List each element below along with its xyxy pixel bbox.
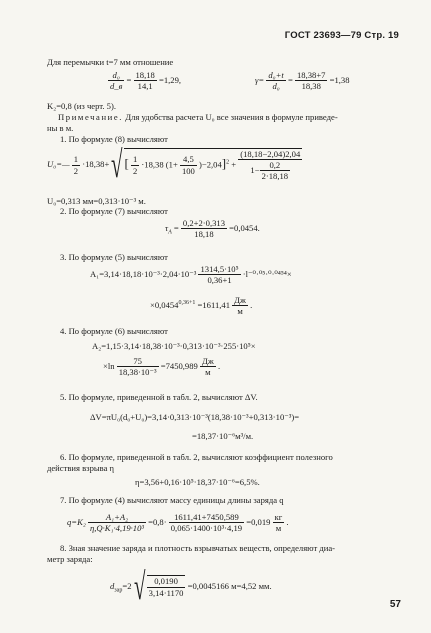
sqrt-contents: [ $\frac{1}{2}$ ·18,38 (1+ $\frac{4,5}{100}$ )−2,04]$^2$ + (18,18−2,04)2,04 1− $\frac{0,2}{2\cdot 18,18}$ [124, 148, 301, 182]
a2-line-2: ×ln $\frac{75}{\text{18,38·10⁻³}}$ =7450,989 $\frac{Дж}{м}$ . [103, 356, 221, 378]
a1-unit: $\frac{Дж}{м}$ [234, 295, 246, 317]
inner-percent: $\frac{4,5}{100}$ [181, 154, 195, 176]
section-6-title-1: 6. По формуле, приведенной в табл. 2, вычисляют коэффициент полезного [60, 452, 333, 462]
section-7-title: 7. По формуле (4) вычисляют массу единицы длины заряда q [60, 495, 284, 505]
q-symbolic-frac: $\frac{\text{A₁+A₂}}{\text{η,Q·K₁·4,19·10³}}$ [89, 512, 144, 534]
section-2-title: 2. По формуле (7) вычисляют [60, 206, 168, 216]
q-formula: q=K₂ $\frac{\text{A₁+A₂}}{\text{η,Q·K₁·4,19·10³}}$ =0,8· $\frac{1611,41+7450,589}{\text{0,065·1400·10³·4,19}}$ =0,019 $\frac{кг}{м}$ . [67, 512, 289, 534]
a2-frac: $\frac{75}{\text{18,38·10⁻³}}$ [118, 356, 157, 378]
ratio-d0-db: $\frac{\text{d₀}}{d\_в}$ [110, 70, 123, 92]
a1-line-2: $\times 0,0454^{0,36+1} =1611,41$ $\frac{Дж}{м}$ . [150, 295, 253, 317]
big-fraction: (18,18−2,04)2,04 1− $\frac{0,2}{2\cdot 18,18}$ [240, 148, 301, 182]
gamma-symbolic-frac: $\frac{\text{d₀+t}}{\text{d₀}}$ [268, 70, 284, 92]
sqrt-contents-2 [147, 575, 186, 598]
inner-den-frac: $\frac{0,2}{2\cdot 18,18}$ [261, 159, 289, 182]
section-4-title: 4. По формуле (6) вычисляют [60, 326, 168, 336]
ratio-values: $\frac{18,18}{14,1}$ [135, 70, 155, 92]
dv-line-2: =18,37·10⁻⁶м³/м. [192, 431, 254, 441]
big-fraction-den: 1− $\frac{0,2}{2\cdot 18,18}$ [250, 159, 289, 182]
gamma-formula: γ= $\frac{\text{d₀+t}}{\text{d₀}}$ = $\frac{18,38+7}{18,38}$ =1,38 [255, 70, 350, 92]
tau-frac: $\frac{0,2+2\cdot 0,313}{18,18}$ [182, 218, 226, 240]
dv-line-1: ΔV=πU₀(d₀+U₀)=3,14·0,313·10⁻³(18,38·10⁻³+0,313·10⁻³)= [90, 412, 300, 422]
a1-frac: $\frac{\text{1314,5·10⁵}}{0,36+1}$ [200, 264, 239, 286]
section-6-title-2: действия взрыва η [47, 463, 115, 473]
a2-line-1: A₂=1,15·3,14·18,38·10⁻³·0,313·10⁻³·255·10⁵× [92, 341, 256, 351]
section-1-title: 1. По формуле (8) вычисляют [60, 134, 168, 144]
note-line-1: Примечание. Для удобства расчета U₀ все значения в формуле приведе- [58, 112, 338, 122]
a2-unit: $\frac{Дж}{м}$ [201, 356, 214, 378]
page-header: ГОСТ 23693—79 Стр. 19 [284, 30, 399, 41]
page-number: 57 [389, 599, 401, 610]
sqrt-sign: √ [111, 144, 123, 186]
sqrt-sign-2: √ [133, 566, 146, 608]
ratio-formula-1: $\frac{\text{d₀}}{d\_в}$ = $\frac{18,18}{14,1}$ =1,29, [110, 70, 182, 92]
q-unit: $\frac{кг}{м}$ [274, 512, 283, 534]
note-line-2: ны в м. [47, 123, 74, 133]
u0-half: $\frac{1}{2}$ [73, 154, 79, 176]
u0-formula: U₀=— $\frac{1}{2}$ ·18,38+ √ [ $\frac{1}{2}$ ·18,38 (1+ $\frac{4,5}{100}$ )−2,04]$^2$ + (18,18−2,04)2,04 1− $\frac{0,2}{2\cdot 18,18}$ [47, 144, 301, 186]
section-8-title-2: метр заряда: [47, 554, 93, 564]
inner-half: $\frac{1}{2}$ [132, 154, 138, 176]
diameter-frac: $\frac{0,0190}{3,14\cdot 1170}$ [148, 576, 184, 598]
eta-line: η=3,56+0,16·10⁵·18,37·10⁻⁶=6,5%. [135, 477, 260, 487]
tau-formula: $\tau_A$ = $\frac{0,2+2\cdot 0,313}{18,18}$ =0,0454. [165, 218, 260, 240]
u0-result: U₀=0,313 мм=0,313·10⁻³ м. [47, 196, 146, 206]
gamma-values-frac: $\frac{18,38+7}{18,38}$ [297, 70, 326, 92]
a1-line-1: A₁=3,14·18,18·10⁻³·2,04·10⁻³ $\frac{\text{1314,5·10⁵}}{0,36+1}$ ·l⁻⁰·⁰⁵·⁰·⁰⁴⁵⁴× [90, 264, 292, 286]
diameter-formula: $d_{зар}=2$ √ $\frac{0,0190}{3,14\cdot 1170}$ =0,0045166 м=4,52 мм. [110, 566, 272, 608]
q-values-frac: $\frac{1611,41+7450,589}{\text{0,065·1400·10³·4,19}}$ [170, 512, 243, 534]
section-8-title-1: 8. Зная значение заряда и плотность взрывчатых веществ, определяют диа- [60, 543, 336, 553]
k2-text: K₂=0,8 (из черт. 5). [47, 101, 116, 111]
section-3-title: 3. По формуле (5) вычисляют [60, 252, 168, 262]
intro-text: Для перемычки t=7 мм отношение [47, 57, 174, 67]
section-5-title: 5. По формуле, приведенной в табл. 2, вычисляют ΔV. [60, 392, 258, 402]
